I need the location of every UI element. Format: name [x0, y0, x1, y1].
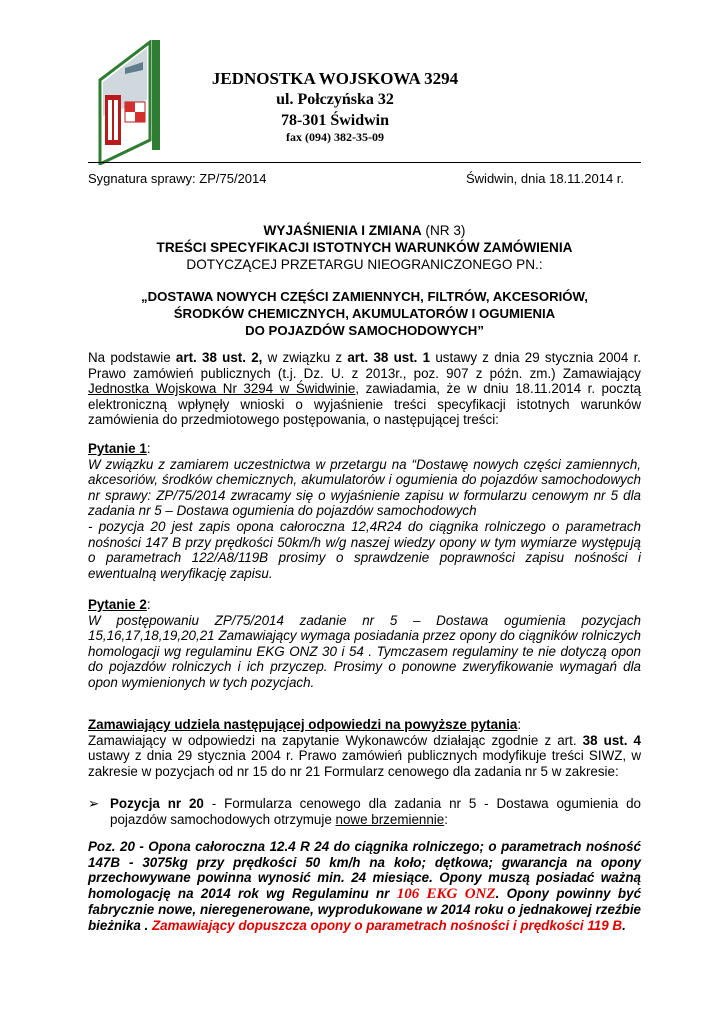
- question-1: [88, 441, 641, 581]
- position-20-text: [110, 796, 641, 827]
- answer-heading-colon: :: [517, 717, 522, 732]
- intro-text-e: ustawy z dnia 29 stycznia 2004 r. Prawo zamówień publicznych (t.j. Dz. U. z 2013r., poz. 907 z późn. zm.) Zamawiający: [88, 350, 642, 381]
- position-20-new-text: [88, 839, 641, 934]
- case-signature: Sygnatura sprawy: ZP/75/2014: [88, 171, 267, 186]
- title-line-2: TREŚCI SPECYFIKACJI ISTOTNYCH WARUNKÓW ZAMÓWIENIA: [156, 240, 573, 255]
- question-1-text: W związku z zamiarem uczestnictwa w przetargu na “Dostawę nowych części zamiennych, akcesoriów, środków chemicznych, akumulatorów i ogumienia do pojazdów samochodowych nr sprawy: ZP/75/2014 zwracamy się o wyjaśnienie zapisu w formularzu cenowym nr 5 dla zadania nr 5 – Dostawa ogumienia do pojazdów samochodowych: [88, 456, 641, 519]
- subject-line-2: ŚRODKÓW CHEMICZNYCH, AKUMULATORÓW I OGUMIENIA: [173, 306, 556, 321]
- final-regulation: 106 EKG ONZ: [396, 885, 496, 902]
- final-text-a: Poz. 20 - Opona całoroczna 12.4 R 24 do ciągnika rolniczego; o parametrach nośność 147B - 3075kg przy prędkości 50 km/h na koło; dętkowa; gwarancja na opony przechowywane powinna wynosić min. 24 miesiące. Opony muszą posiadać ważną homologację na 2014 rok wg Regulaminu nr: [88, 839, 641, 901]
- answer-art-38-4: 38 ust. 4: [582, 732, 641, 748]
- answer-heading: Zamawiający udziela następującej odpowiedzi na powyższe pytania: [88, 717, 518, 732]
- subject-line-3: DO POJAZDÓW SAMOCHODOWYCH”: [245, 323, 484, 338]
- intro-text-g: , zawiadamia, że w dniu 18.11.2014 r. pocztą elektroniczną wpłynęły wnioski o wyjaśnienie treści specyfikacji istotnych warunków zamówienia do przedmiotowego postępowania, o następującej treści:: [88, 381, 641, 428]
- unit-name: JEDNOSTKA WOJSKOWA 3294: [211, 69, 459, 88]
- intro-text-c: w związku z: [262, 350, 348, 365]
- answer-text-c: ustawy z dnia 29 stycznia 2004 r. Prawo zamówień publicznych modyfikuje treści SIWZ, w zakresie w pozycjach od nr 15 do nr 21 Formularz cenowego dla zadania nr 5 w zakresie:: [88, 748, 641, 779]
- final-text-c: . Opony powinny być fabrycznie nowe, nieregenerowane, wyprodukowane w 2014 roku o jednakowej rzeźbie bieżnika .: [88, 885, 642, 933]
- title-line-3: DOTYCZĄCEJ PRZETARGU NIEOGRANICZONEGO PN.:: [186, 257, 543, 272]
- question-2-colon: :: [146, 597, 151, 612]
- intro-paragraph: [88, 350, 641, 428]
- question-1-colon: :: [146, 441, 151, 456]
- intro-unit-name: Jednostka Wojskowa Nr 3294 w Świdwinie: [88, 381, 356, 397]
- position-20-colon: :: [444, 811, 448, 827]
- final-text-e: .: [622, 917, 626, 933]
- answer-text: [88, 733, 641, 780]
- question-2: [88, 597, 641, 691]
- question-2-label: Pytanie 2: [88, 597, 147, 612]
- title-line-1: [88, 222, 641, 239]
- position-20-label: Pozycja nr 20: [110, 796, 204, 811]
- question-1-label: Pytanie 1: [88, 441, 147, 456]
- question-2-text: W postępowaniu ZP/75/2014 zadanie nr 5 – Dostawa ogumienia pozycjach 15,16,17,18,19,20,21 Zamawiający wymaga posiadania przez opony do ciągników rolniczych homologacji wg regulaminu EKG ONZ 30 i 54 . Tymczasem regulaminy te nie dotyczą opon do pojazdów rolniczych i ich przyczep. Prosimy o ponowne zweryfikowanie wymagań dla opon wymienionych w tych pozycjach.: [88, 612, 641, 690]
- title-number: (NR 3): [421, 223, 466, 238]
- unit-city: 78-301 Świdwin: [280, 112, 390, 129]
- intro-art-38-2: art. 38 ust. 2,: [175, 350, 263, 365]
- position-20-new-wording: nowe brzemiennie: [335, 811, 445, 827]
- intro-art-38-1: art. 38 ust. 1: [347, 350, 431, 365]
- unit-fax: fax (094) 382-35-09: [286, 130, 384, 144]
- arrow-bullet-icon: ➢: [88, 796, 100, 811]
- header-divider: [88, 162, 641, 163]
- subject-line-1: „DOSTAWA NOWYCH CZĘŚCI ZAMIENNYCH, FILTRÓW, AKCESORIÓW,: [141, 289, 588, 304]
- question-1-text-2: - pozycja 20 jest zapis opona całoroczna 12,4R24 do ciągnika rolniczego o parametrach nośności 147 B przy prędkości 50km/h w/g naszej wiedzy opony w tym wymiarze występują o parametrach 122/A8/119B prosimy o sprawdzenie poprawności zapisu nośności i ewentualną weryfikację zapisu.: [88, 518, 641, 581]
- military-unit-emblem-icon: [95, 40, 165, 165]
- document-date: Świdwin, dnia 18.11.2014 r.: [466, 171, 625, 186]
- position-20-desc: - Formularza cenowego dla zadania nr 5 - Dostawa ogumienia do pojazdów samochodowych otrzymuje: [110, 796, 641, 827]
- answer-text-a: Zamawiający w odpowiedzi na zapytanie Wykonawców działając zgodnie z art.: [88, 732, 583, 748]
- intro-text-a: Na podstawie: [88, 350, 176, 365]
- answer-section: [88, 717, 641, 779]
- final-admission-note: Zamawiający dopuszcza opony o parametrach nośności i prędkości 119 B: [152, 917, 623, 933]
- unit-street: ul. Połczyńska 32: [276, 91, 394, 108]
- title-bold: WYJAŚNIENIA I ZMIANA: [263, 223, 422, 238]
- position-20-item: [88, 796, 641, 836]
